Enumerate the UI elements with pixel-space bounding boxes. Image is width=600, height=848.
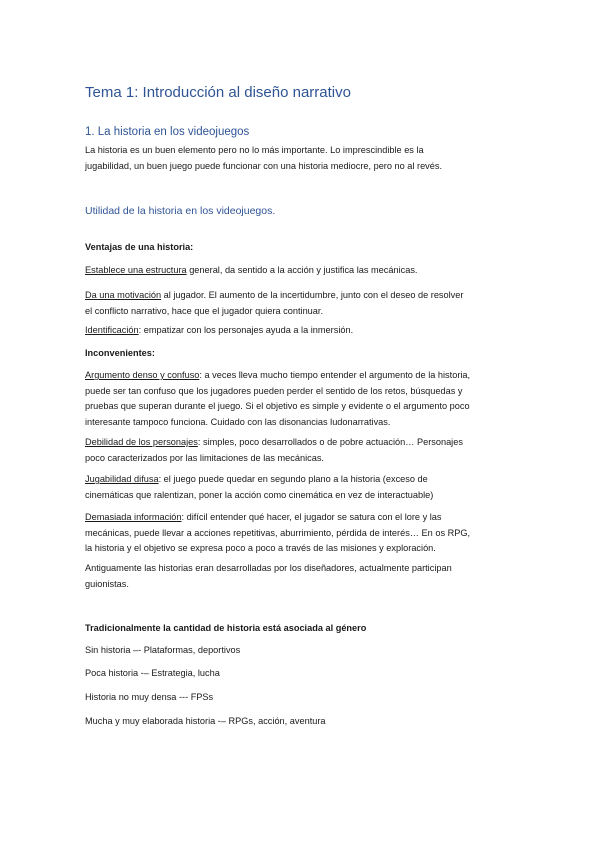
ventaja-item: [85, 288, 520, 319]
paragraph-line: La historia es un buen elemento pero no lo más importante. Lo imprescindible es la: [85, 145, 424, 155]
section-heading: 1. La historia en los videojuegos: [85, 126, 250, 138]
item-term: Establece una estructura: [85, 265, 187, 275]
item-line: [85, 435, 520, 451]
item-text: : el juego puede quedar en segundo plano a la historia (exceso de: [158, 474, 428, 484]
genero-list-item: Historia no muy densa --- FPSs: [85, 692, 214, 702]
item-line: [85, 368, 520, 384]
item-line: puede ser tan confuso que los jugadores pueden perder el sentido de los retos, búsquedas y: [85, 385, 463, 396]
document-title: Tema 1: Introducción al diseño narrativo: [85, 84, 351, 101]
item-term: Identificación: [85, 325, 139, 335]
item-text: : a veces lleva mucho tiempo entender el argumento de la historia,: [199, 370, 471, 380]
paragraph-line: guionistas.: [85, 578, 129, 589]
ventaja-item: [85, 323, 520, 339]
item-line: el conflicto narrativo, hace que el jugador quiera continuar.: [85, 305, 324, 316]
item-text: : difícil entender qué hacer, el jugador se satura con el lore y las: [181, 512, 442, 522]
item-line: pruebas que superan durante el juego. Si el objetivo es simple y evidente o el argumento poco: [85, 401, 470, 411]
paragraph-line: jugabilidad, un buen juego puede funcionar con una historia mediocre, pero no al revés.: [85, 160, 443, 171]
section-intro-paragraph: [85, 143, 520, 174]
item-text: general, da sentido a la acción y justifica las mecánicas.: [186, 265, 418, 275]
item-text: : empatizar con los personajes ayuda a la inmersión.: [138, 325, 354, 335]
item-term: Jugabilidad difusa: [85, 474, 159, 484]
inconveniente-item: [85, 368, 520, 430]
inconveniente-item: [85, 472, 520, 503]
item-line: [85, 288, 520, 304]
item-term: Debilidad de los personajes: [85, 437, 198, 447]
ventaja-item: [85, 263, 520, 279]
genero-heading: Tradicionalmente la cantidad de historia está asociada al género: [85, 623, 367, 633]
item-term: Da una motivación: [85, 290, 162, 300]
item-text: al jugador. El aumento de la incertidumbre, junto con el deseo de resolver: [161, 290, 464, 300]
item-term: Demasiada información: [85, 512, 182, 522]
antiguamente-paragraph: [85, 561, 520, 592]
genero-list-item: Mucha y muy elaborada historia -– RPGs, acción, aventura: [85, 716, 326, 726]
item-line: interesante tampoco funciona. Cuidado con las disonancias ludonarrativas.: [85, 416, 391, 427]
ventajas-heading: Ventajas de una historia:: [85, 242, 194, 252]
inconveniente-item: [85, 510, 520, 557]
genero-list-item: Poca historia -– Estrategia, lucha: [85, 668, 220, 678]
item-line: [85, 472, 520, 488]
inconveniente-item: [85, 435, 520, 466]
item-line: [85, 510, 520, 526]
item-text: : simples, poco desarrollados o de pobre actuación… Personajes: [197, 437, 463, 447]
inconvenientes-heading: Inconvenientes:: [85, 348, 155, 358]
item-line: poco caracterizados por las limitaciones de las mecánicas.: [85, 452, 324, 463]
genero-list-item: Sin historia –- Plataformas, deportivos: [85, 645, 241, 655]
item-line: la historia y el objetivo se expresa poco a poco a través de las misiones y exploración.: [85, 543, 436, 553]
item-line: [85, 323, 520, 339]
item-line: [85, 263, 520, 279]
item-line: mecánicas, puede llevar a acciones repetitivas, aburrimiento, pérdida de interés… En os RPG,: [85, 527, 471, 538]
subsection-heading: Utilidad de la historia en los videojuegos.: [85, 205, 276, 217]
item-term: Argumento denso y confuso: [85, 370, 200, 380]
paragraph-line: Antiguamente las historias eran desarrolladas por los diseñadores, actualmente participan: [85, 563, 452, 573]
item-line: cinemáticas que ralentizan, poner la acción como cinemática en vez de interactuable): [85, 489, 434, 500]
